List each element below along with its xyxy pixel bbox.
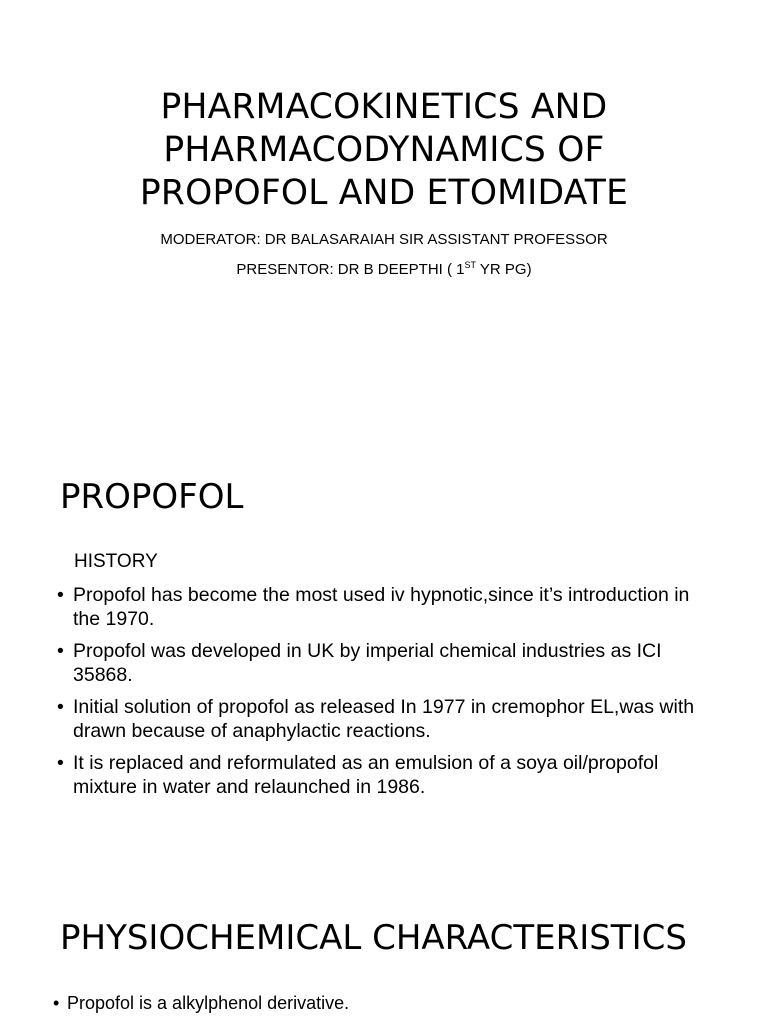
presentor-line <box>60 261 708 279</box>
presentation-title <box>60 86 708 215</box>
bullet-icon: • <box>57 752 64 774</box>
moderator-line: MODERATOR: DR BALASARAIAH SIR ASSISTANT PROFESSOR <box>160 231 608 248</box>
presentor-prefix: PRESENTOR: DR B DEEPTHI ( 1 <box>236 261 465 278</box>
history-bullet <box>57 695 717 743</box>
bullet-icon: • <box>53 993 60 1013</box>
history-bullet <box>57 583 717 631</box>
history-bullet-text: Propofol was developed in UK by imperial chemical industries as ICI 35868. <box>73 640 662 686</box>
physiochemical-bullet-list <box>53 992 713 1018</box>
history-bullet-text: It is replaced and reformulated as an emulsion of a soya oil/propofol mixture in water and relaunched in 1986. <box>73 752 659 798</box>
presentor-suffix: YR PG) <box>476 261 532 278</box>
history-bullet <box>57 751 717 799</box>
title-line-2: PHARMACODYNAMICS OF <box>163 130 605 170</box>
physiochemical-bullet <box>53 992 713 1014</box>
physiochemical-bullet-text: Propofol is a alkylphenol derivative. <box>67 993 350 1013</box>
slide-title <box>0 0 768 432</box>
bullet-icon: • <box>57 696 64 718</box>
propofol-heading: PROPOFOL <box>60 477 244 517</box>
history-bullet-text: Propofol has become the most used iv hypnotic,since it’s introduction in the 1970. <box>73 584 690 630</box>
slide-physiochemical <box>0 864 768 1024</box>
bullet-icon: • <box>57 584 64 606</box>
history-label: HISTORY <box>74 551 158 572</box>
title-line-3: PROPOFOL AND ETOMIDATE <box>139 173 629 213</box>
history-bullet-list <box>57 583 717 807</box>
history-bullet-text: Initial solution of propofol as released In 1977 in cremophor EL,was with drawn because of anaphylactic reactions. <box>73 696 695 742</box>
presentor-superscript: ST <box>464 260 477 270</box>
title-line-1: PHARMACOKINETICS AND <box>160 87 608 127</box>
bullet-icon: • <box>57 640 64 662</box>
slide-propofol-history <box>0 432 768 864</box>
physiochemical-heading: PHYSIOCHEMICAL CHARACTERISTICS <box>60 918 687 958</box>
history-bullet <box>57 639 717 687</box>
